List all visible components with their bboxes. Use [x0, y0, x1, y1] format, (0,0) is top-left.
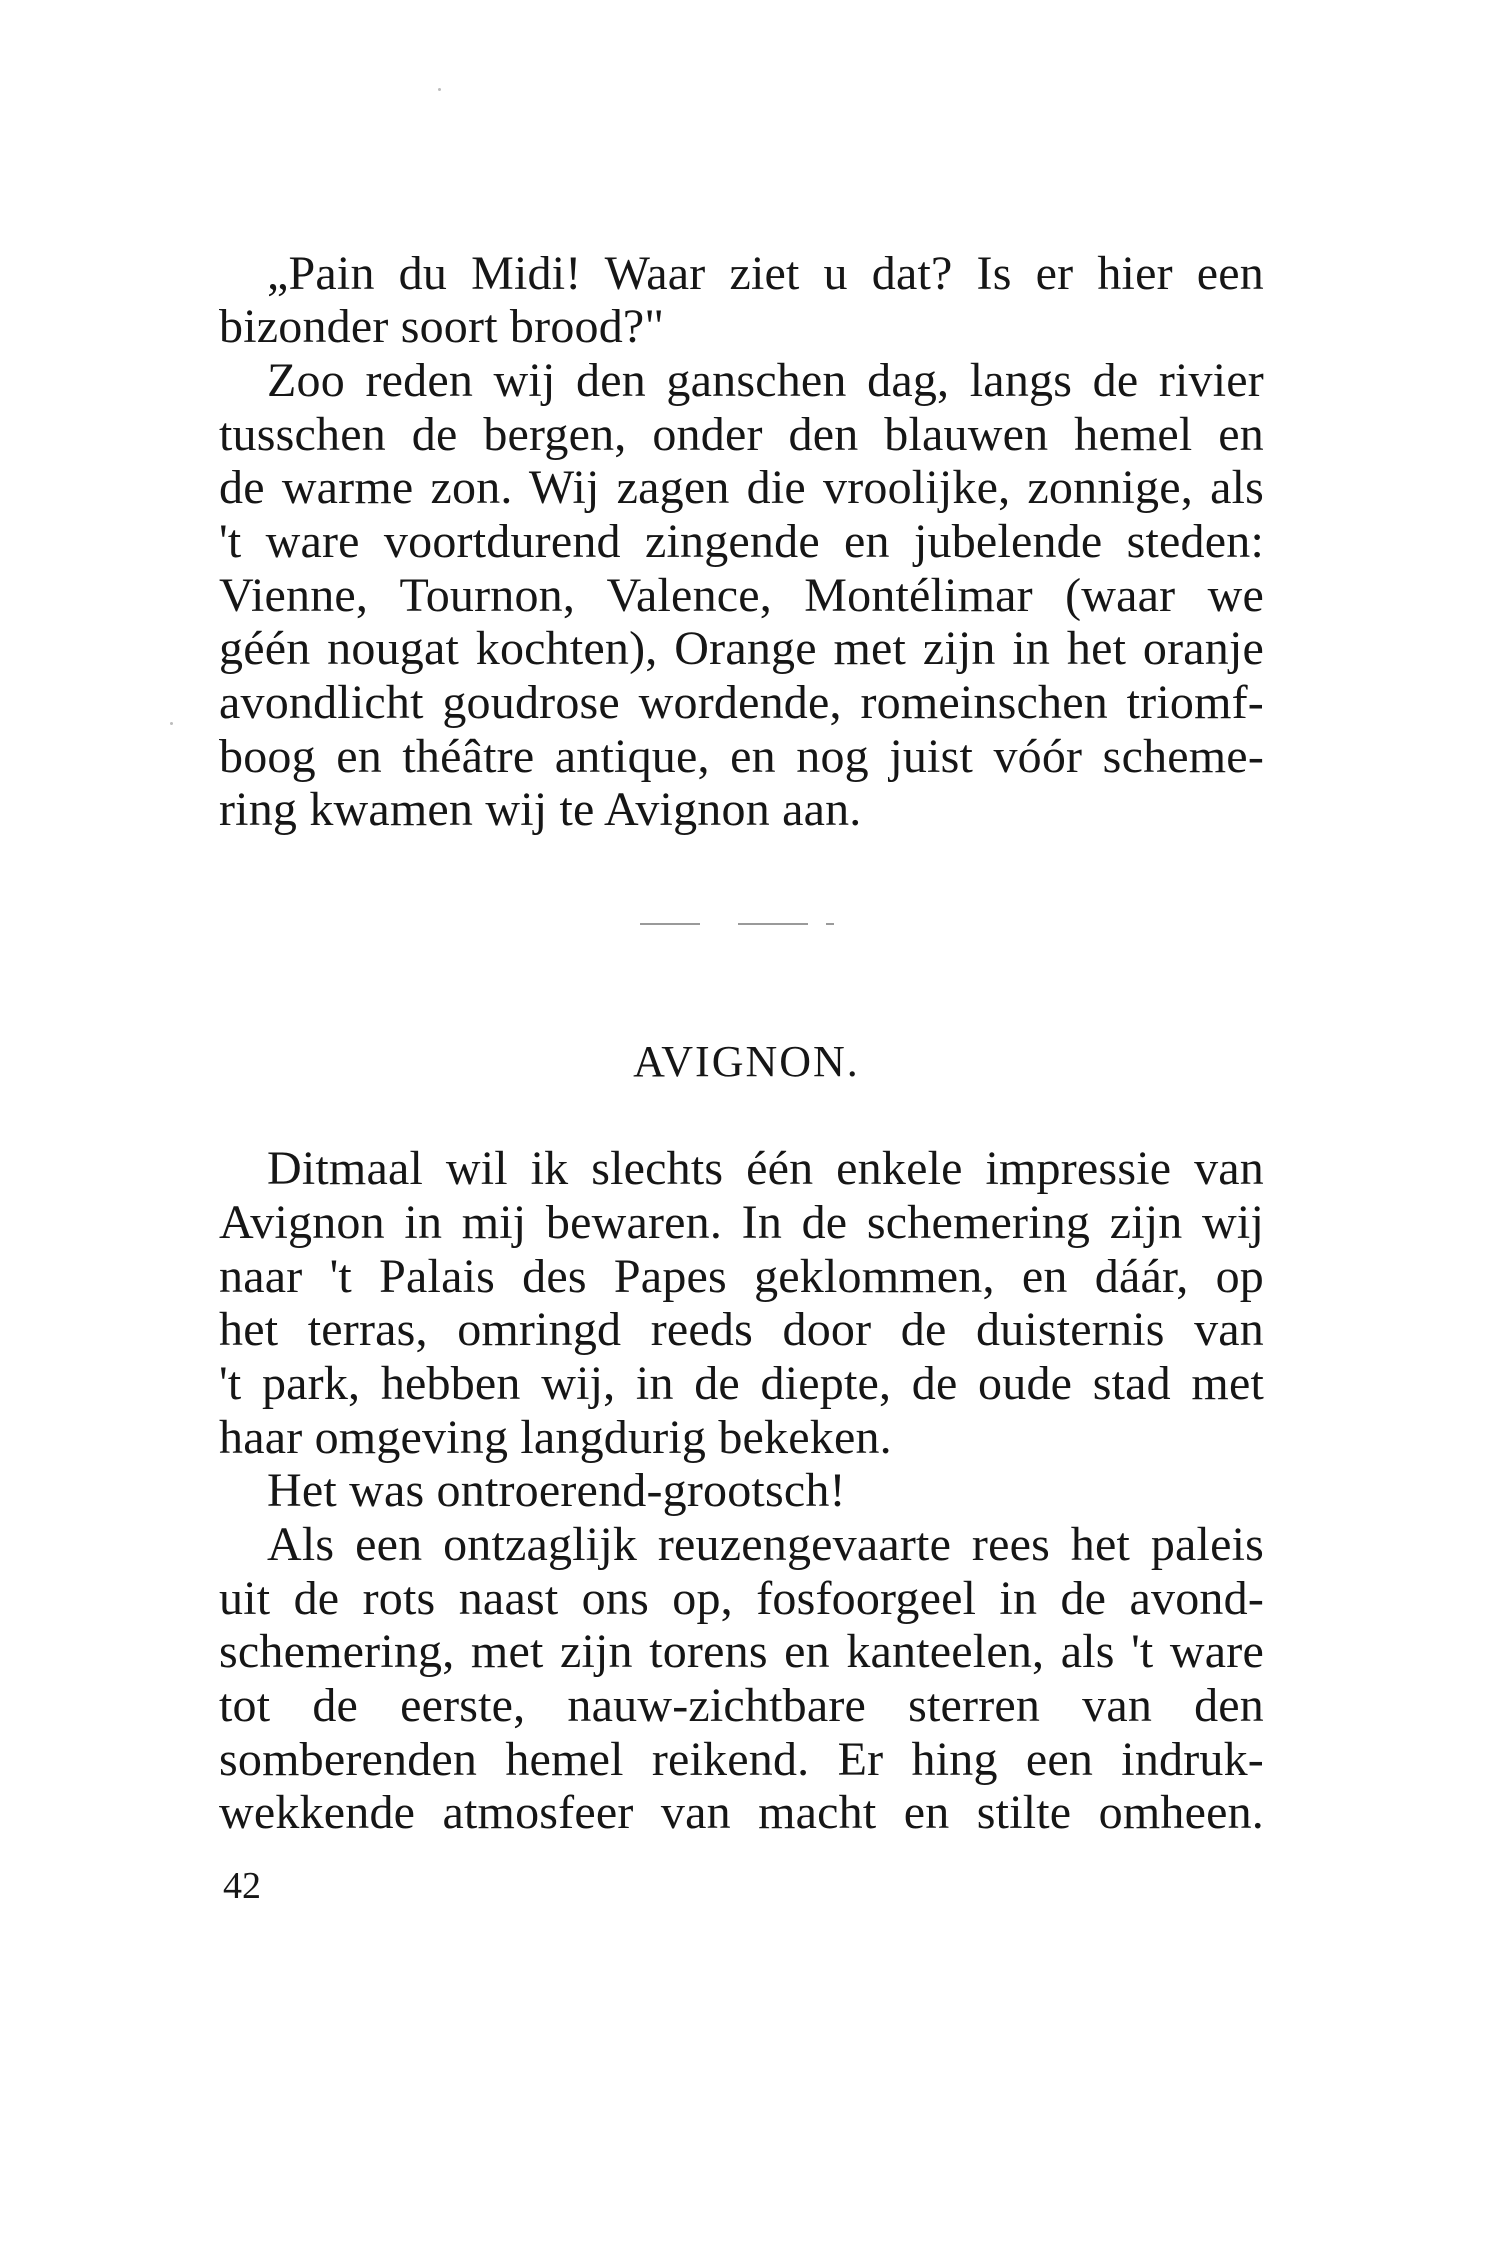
paragraph-2-line-1: Zoo reden wij den ganschen dag, langs de rivier	[267, 354, 1264, 407]
paragraph-4-line-1: Het was ontroerend-grootsch!	[267, 1464, 846, 1517]
paragraph-2-line-6: géén nougat kochten), Orange met zijn in het oranje	[219, 622, 1264, 675]
paragraph-2-line-8: boog en théâtre antique, en nog juist vóór scheme-	[219, 730, 1264, 783]
paragraph-3-line-1: Ditmaal wil ik slechts één enkele impressie van	[267, 1142, 1264, 1195]
scan-speck	[438, 88, 441, 91]
paragraph-3-line-4: het terras, omringd reeds door de duisternis van	[219, 1303, 1264, 1356]
paragraph-2-line-9: ring kwamen wij te Avignon aan.	[219, 783, 862, 836]
section-divider-left	[640, 923, 700, 925]
paragraph-5-line-6: wekkende atmosfeer van macht en stilte omheen.	[219, 1786, 1264, 1839]
section-heading: AVIGNON.	[633, 1037, 860, 1086]
paragraph-5-line-4: tot de eerste, nauw-zichtbare sterren van den	[219, 1679, 1264, 1732]
paragraph-2-line-2: tusschen de bergen, onder den blauwen hemel en	[219, 408, 1264, 461]
paragraph-2-line-5: Vienne, Tournon, Valence, Montélimar (waar we	[219, 569, 1264, 622]
page-number: 42	[223, 1865, 261, 1907]
scan-speck	[170, 722, 173, 725]
paragraph-2-line-3: de warme zon. Wij zagen die vroolijke, zonnige, als	[219, 461, 1264, 514]
paragraph-1-line-1: „Pain du Midi! Waar ziet u dat? Is er hier een	[267, 247, 1264, 300]
paragraph-3-line-2: Avignon in mij bewaren. In de schemering zijn wij	[219, 1196, 1264, 1249]
paragraph-2-line-7: avondlicht goudrose wordende, romeinschen triomf-	[219, 676, 1264, 729]
paragraph-3-line-5: 't park, hebben wij, in de diepte, de oude stad met	[219, 1357, 1264, 1410]
section-divider-dot	[826, 923, 834, 925]
paragraph-5-line-5: somberenden hemel reikend. Er hing een indruk-	[219, 1733, 1264, 1786]
paragraph-1-line-2: bizonder soort brood?"	[219, 300, 665, 353]
section-divider-right	[738, 923, 808, 925]
paragraph-2-line-4: 't ware voortdurend zingende en jubelende steden:	[219, 515, 1264, 568]
paragraph-5-line-2: uit de rots naast ons op, fosfoorgeel in de avond-	[219, 1572, 1264, 1625]
paragraph-3-line-3: naar 't Palais des Papes geklommen, en dáár, op	[219, 1250, 1264, 1303]
paragraph-3-line-6: haar omgeving langdurig bekeken.	[219, 1411, 892, 1464]
paragraph-5-line-1: Als een ontzaglijk reuzengevaarte rees het paleis	[267, 1518, 1264, 1571]
paragraph-5-line-3: schemering, met zijn torens en kanteelen, als 't ware	[219, 1625, 1264, 1678]
